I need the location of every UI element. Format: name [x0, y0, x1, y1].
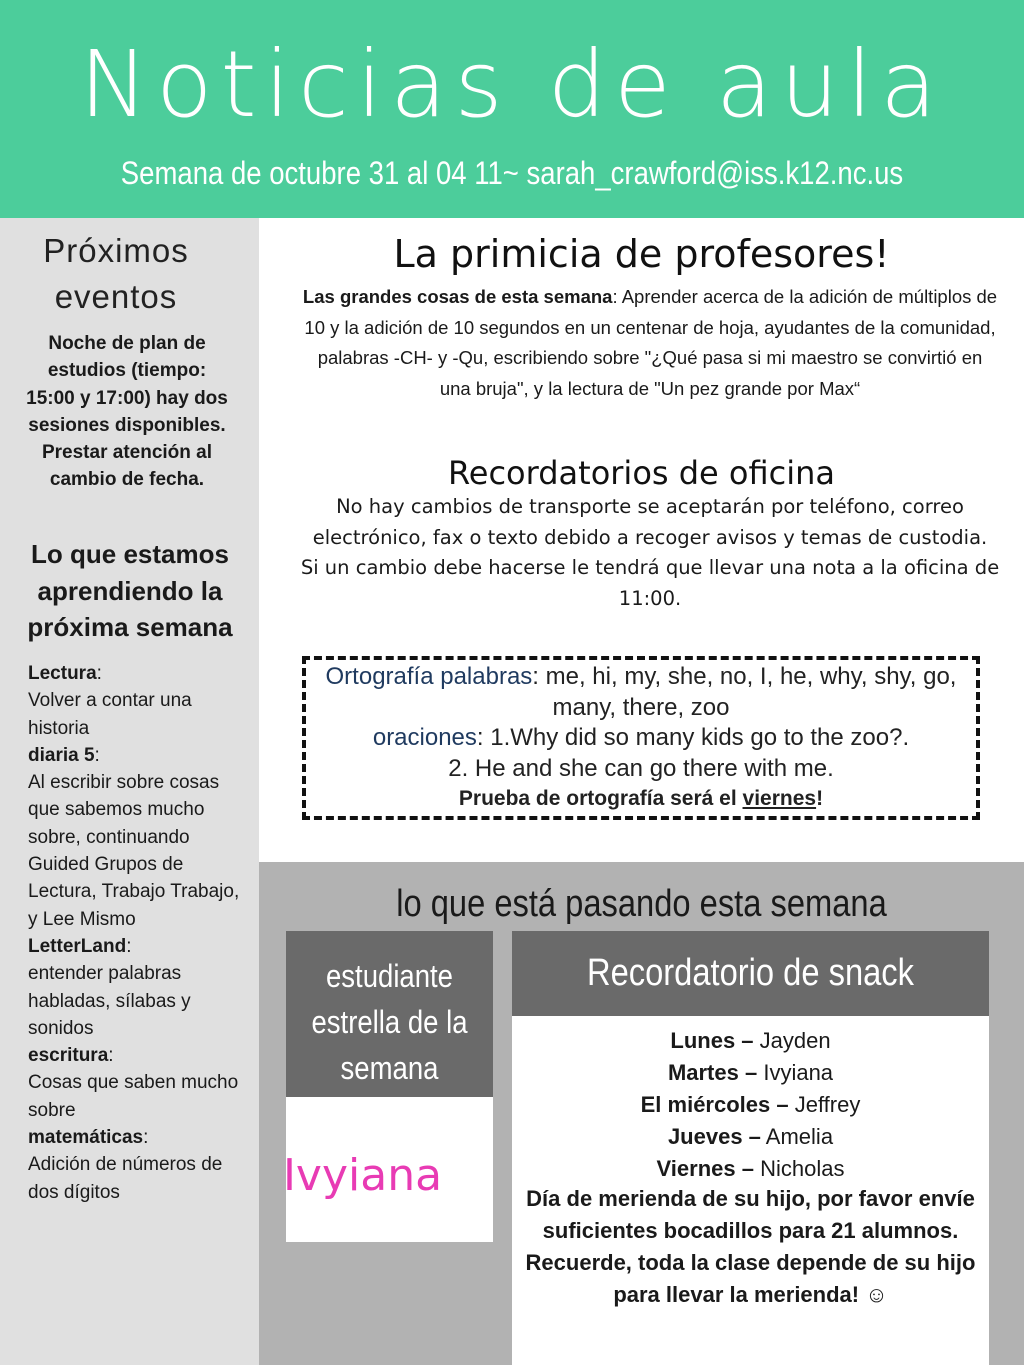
subject-separator: : [143, 1127, 149, 1149]
this-week-heading: lo que está pasando esta semana [396, 883, 887, 925]
subject-label: diaria 5 [28, 744, 95, 766]
subject-text: entender palabras habladas, sílabas y sonidos [28, 963, 191, 1039]
snack-day-row [512, 1025, 989, 1057]
snack-name: Jayden [753, 1028, 831, 1053]
subject-item-math [28, 1124, 243, 1206]
subject-separator: : [94, 744, 100, 766]
snack-day: Jueves – [667, 1124, 761, 1149]
subject-text: Al escribir sobre cosas que sabemos mucho sobre, continuando Guided Grupos de Lectura, Trabajo Trabajo, y Lee Mismo [28, 772, 240, 930]
subject-label: escritura [28, 1045, 109, 1067]
office-paragraph: No hay cambios de transporte se aceptarán por teléfono, correo electrónico, fax o texto debido a recoger avisos y temas de custodia. [312, 495, 988, 549]
snack-day-row [512, 1153, 989, 1185]
spelling-words-label: Ortografía palabras [325, 663, 533, 690]
spelling-box [302, 656, 980, 820]
subject-label: Lectura [28, 663, 97, 684]
spelling-words-list: : me, hi, my, she, no, I, he, why, shy, go, many, there, zoo [532, 663, 957, 721]
star-student-name: Ivyiana [282, 1150, 443, 1201]
curriculum-night-event: Noche de plan de estudios (tiempo: 15:00 y 17:00) hay dos sesiones disponibles. Prestar atención al cambio de fecha. [26, 333, 228, 491]
subject-item-writing [28, 1042, 243, 1124]
subject-label: LetterLand [28, 935, 127, 957]
sentence-one: : 1.Why did so many kids go to the zoo?. [476, 724, 910, 751]
header-banner [0, 0, 1024, 218]
snack-note: Día de merienda de su hijo, por favor envíe suficientes bocadillos para 21 alumnos. Recuerde, toda la clase depende de su hijo para llevar la merienda! ☺ [525, 1186, 976, 1307]
star-student-header [286, 931, 493, 1097]
scoop-text: : Aprender acerca de la adición de múltiplos de 10 y la adición de 10 segundos en un centenar de hoja, ayudantes de la comunidad, palabras -CH- y -Qu, escribiendo sobre "¿Qué pasa si mi maestro se convirtió en una bruja", y la lectura de "Un pez grande por Max“ [304, 286, 998, 399]
teacher-scoop-text [300, 282, 1000, 404]
snack-day: El miércoles – [640, 1092, 789, 1117]
test-suffix: ! [816, 787, 824, 810]
office-paragraph: Si un cambio debe hacerse le tendrá que llevar una nota a la oficina de 11:00. [300, 556, 1000, 610]
office-reminders-heading: Recordatorios de oficina [447, 454, 836, 492]
sentences-label: oraciones [372, 724, 477, 751]
test-day: viernes [742, 787, 817, 810]
subject-item-daily5 [28, 742, 243, 933]
snack-day-row [512, 1089, 989, 1121]
week-subtitle: Semana de octubre 31 al 04 11~ sarah_crawford@iss.k12.nc.us [120, 155, 904, 191]
scoop-label: Las grandes cosas de esta semana [302, 286, 613, 307]
subject-separator: : [126, 935, 132, 957]
this-week-section [259, 862, 1024, 1365]
subject-item-reading [28, 660, 243, 742]
subject-text: Volver a contar una historia [28, 690, 192, 739]
snack-schedule [512, 1025, 989, 1185]
snack-name: Nicholas [753, 1156, 845, 1181]
upcoming-events-heading: Próximos eventos [43, 232, 189, 315]
snack-name: Jeffrey [788, 1092, 861, 1117]
snack-day-row [512, 1057, 989, 1089]
spelling-sentence [306, 723, 976, 754]
subject-list [28, 660, 243, 1206]
subject-text: Cosas que saben mucho sobre [28, 1072, 239, 1121]
snack-reminder-header [512, 931, 989, 1016]
test-prefix: Prueba de ortografía será el [458, 787, 743, 810]
sentence-two: 2. He and she can go there with me. [448, 754, 834, 782]
teacher-scoop-heading: La primicia de profesores! [393, 232, 890, 276]
snack-day: Lunes – [670, 1028, 754, 1053]
star-student-heading: estudiante estrella de la semana [311, 958, 468, 1086]
snack-reminder-heading: Recordatorio de snack [587, 952, 914, 994]
next-week-learning-heading: Lo que estamos aprendiendo la próxima semana [27, 539, 233, 642]
snack-name: Ivyiana [757, 1060, 834, 1085]
office-reminders-text [292, 492, 1008, 614]
page-title: Noticias de aula [79, 31, 945, 138]
snack-name: Amelia [760, 1124, 834, 1149]
subject-item-letterland [28, 933, 243, 1042]
snack-reminder-card [512, 931, 989, 1365]
sidebar [0, 218, 259, 1365]
spelling-test-notice [306, 784, 976, 815]
snack-day: Viernes – [656, 1156, 754, 1181]
subject-separator: : [96, 663, 102, 684]
snack-day-row [512, 1121, 989, 1153]
spelling-words [306, 662, 976, 723]
subject-text: Adición de números de dos dígitos [28, 1154, 223, 1203]
snack-day: Martes – [667, 1060, 758, 1085]
subject-separator: : [108, 1045, 114, 1067]
subject-label: matemáticas [28, 1127, 144, 1149]
